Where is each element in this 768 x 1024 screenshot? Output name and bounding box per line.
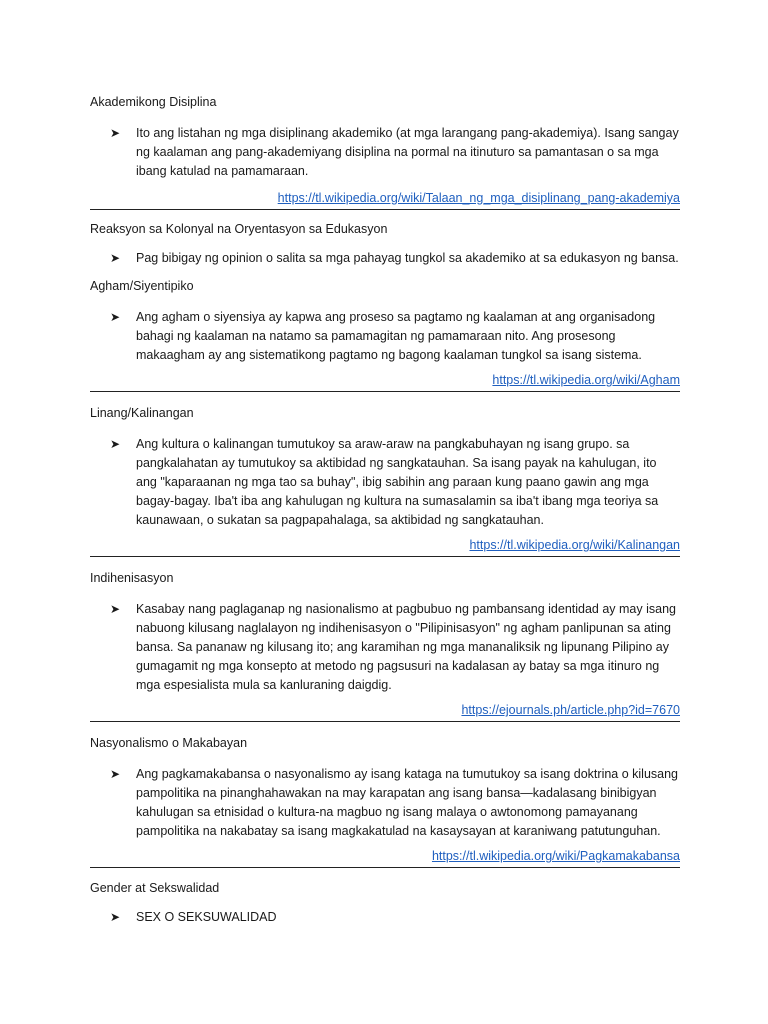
divider-line — [90, 721, 680, 722]
bullet-paragraph — [90, 435, 680, 530]
section-heading: Indihenisasyon — [90, 571, 174, 585]
bullet-text: Ito ang listahan ng mga disiplinang akademiko (at mga larangang pang-akademiya). Isang sangay ng kaalaman ang pang-akademiyang disiplina na pormal na itinuturo sa pamantasan o sa mga ibang katulad na pamamaraan. — [136, 126, 679, 178]
bullet-paragraph — [90, 124, 680, 181]
arrow-bullet-icon: ➤ — [110, 910, 121, 924]
source-link[interactable]: https://tl.wikipedia.org/wiki/Talaan_ng_mga_disiplinang_pang-akademiya — [277, 191, 680, 205]
section-gender — [90, 880, 680, 927]
source-link[interactable]: https://tl.wikipedia.org/wiki/Agham — [492, 373, 680, 387]
source-link[interactable]: https://tl.wikipedia.org/wiki/Pagkamakabansa — [431, 849, 680, 863]
bullet-paragraph — [90, 600, 680, 695]
section-heading: Linang/Kalinangan — [90, 406, 194, 420]
arrow-bullet-icon: ➤ — [110, 251, 121, 265]
arrow-bullet-icon: ➤ — [110, 767, 121, 781]
section-heading: Akademikong Disiplina — [90, 95, 217, 109]
divider-line — [90, 556, 680, 557]
section-indihenisasyon — [90, 570, 680, 722]
divider-line — [90, 391, 680, 392]
bullet-paragraph — [90, 249, 680, 268]
section-kalinangan — [90, 405, 680, 557]
bullet-paragraph — [90, 765, 680, 841]
section-nasyonalismo — [90, 735, 680, 868]
bullet-paragraph — [90, 908, 680, 927]
arrow-bullet-icon: ➤ — [110, 602, 121, 616]
bullet-text: Ang agham o siyensiya ay kapwa ang proseso sa pagtamo ng kaalaman at ang organisadong bahagi ng kaalaman na natamo sa pamamagitan ng pamamaraan nito. Ang prosesong makaagham ay ang sistematikong pagtamo ng bagong kaalaman tungkol sa isang sistema. — [136, 310, 656, 362]
section-heading: Agham/Siyentipiko — [90, 279, 194, 293]
arrow-bullet-icon: ➤ — [110, 126, 121, 140]
section-heading: Gender at Sekswalidad — [90, 881, 220, 895]
section-heading: Nasyonalismo o Makabayan — [90, 736, 248, 750]
divider-line — [90, 209, 680, 210]
bullet-text: Ang pagkamakabansa o nasyonalismo ay isang kataga na tumutukoy sa isang doktrina o kilusang pampolitika na pinanghahawakan na may karapatan ang isang bansa—kadalasang binibigyan kahulugan sa etnisidad o kultura-na magbuo ng isang malaya o awtonomong pamayanang pampolitika na nakabatay sa isang magkakatulad na kasaysayan at karaniwang patutunguhan. — [136, 767, 679, 838]
arrow-bullet-icon: ➤ — [110, 437, 121, 451]
section-reaksyon — [90, 221, 680, 268]
source-link[interactable]: https://ejournals.ph/article.php?id=7670 — [461, 703, 680, 717]
section-akademikong-disiplina — [90, 94, 680, 210]
arrow-bullet-icon: ➤ — [110, 310, 121, 324]
section-agham — [90, 278, 680, 392]
section-heading: Reaksyon sa Kolonyal na Oryentasyon sa Edukasyon — [90, 222, 388, 236]
bullet-text: Kasabay nang paglaganap ng nasionalismo at pagbubuo ng pambansang identidad ay may isang nabuong kilusang naglalayon ng indihenisasyon o "Pilipinisasyon" ng agham panlipunan sa ating bansa. Sa pananaw ng kilusang ito; ang karamihan ng mga mananaliksik ng lipunang Pilipino ay gumagamit ng mga konsepto at metodo ng pagsusuri na kadalasan ay batay sa mga itinuro ng mga espesialista mula sa kanluraning daigdig. — [136, 602, 676, 692]
bullet-text: Ang kultura o kalinangan tumutukoy sa araw-araw na pangkabuhayan ng isang grupo. sa pangkalahatan ay tumutukoy sa aktibidad ng sangkatauhan. Sa isang payak na kahulugan, ito ang "kaparaanan ng mga tao sa buhay", ibig sabihin ang paraan kung paano gawin ang mga bagay-bagay. Iba't iba ang kahulugan ng kultura na sumasalamin sa iba't ibang mga teoriya sa kaunawaan, o sukatan sa pagpapahalaga, sa aktibidad ng sangkatauhan. — [136, 437, 659, 527]
bullet-text: Pag bibigay ng opinion o salita sa mga pahayag tungkol sa akademiko at sa edukasyon ng bansa. — [136, 251, 679, 265]
source-link[interactable]: https://tl.wikipedia.org/wiki/Kalinangan — [469, 538, 680, 552]
bullet-text: SEX O SEKSUWALIDAD — [136, 910, 277, 924]
divider-line — [90, 867, 680, 868]
bullet-paragraph — [90, 308, 680, 365]
